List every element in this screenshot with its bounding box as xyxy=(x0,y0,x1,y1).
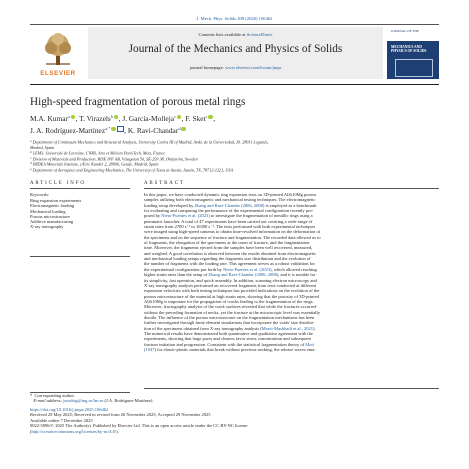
abstract-line xyxy=(144,347,439,352)
keyword-item[interactable]: Ring expansion experiments xyxy=(30,198,82,203)
abstract-text: posed by xyxy=(144,213,162,219)
keyword-item[interactable]: Additive manufacturing xyxy=(30,219,74,225)
header-rule xyxy=(30,24,439,25)
article-history: Received 29 May 2025; Received in revised form 26 November 2025; Accepted 29 November 2025 xyxy=(30,412,211,418)
article-title: High-speed fragmentation of porous metal rings xyxy=(30,96,246,108)
abstract-text: Moreover, fractography analysis of the crack surfaces revealed that while the fractures occurred xyxy=(144,304,317,310)
publication-info xyxy=(30,407,439,434)
orcid-icon[interactable] xyxy=(111,127,116,132)
abstract-text: further investigated through finite element simulations that incorporate the voids' size distribu- xyxy=(144,320,315,326)
abstract-text: the specimens and on the sequence of fracture and fragmentation. The recorded data allowed us to xyxy=(144,234,321,240)
abstract-text: ) for elastic-plastic materials that break without previous necking, the release waves ema- xyxy=(154,346,316,352)
keyword-item[interactable]: X-ray tomography xyxy=(30,224,64,230)
abstract-text: , which allowed reaching xyxy=(271,266,317,272)
orcid-icon[interactable] xyxy=(177,115,182,120)
affiliation-text: Division of Materials and Production, RISE IVF AB, Västgatan 50, SE-293 38, Olofström, Sweden xyxy=(32,156,198,162)
keyword-list xyxy=(30,198,140,230)
abstract-text: for evaluating and comparing the performance of the experimental configuration recently pro- xyxy=(144,208,314,214)
abstract-text: samples utilizing both electromagnetic and mechanical testing techniques. The electromagnetic xyxy=(144,197,316,203)
orcid-icon[interactable] xyxy=(71,115,76,120)
abstract-text: is employed as a benchmark xyxy=(264,202,317,208)
abstract-text: and weighed. A good correlation is observed between the results obtained from electromagnetic xyxy=(144,250,317,256)
orcid-icon[interactable] xyxy=(205,114,213,120)
keyword-item[interactable]: Electromagnetic loading xyxy=(30,203,75,209)
abstract-text: strain rates from 2700 s⁻¹ to 16300 s⁻¹. The tests performed with both experimental techniques xyxy=(144,224,316,230)
journal-cover-thumbnail[interactable] xyxy=(387,27,439,79)
corresponding-footnote xyxy=(30,393,330,404)
footnote-marker: * xyxy=(30,393,33,398)
abstract-text: expansion velocities with both testing techniques has provided indications on the evolution of the xyxy=(144,288,320,294)
author-name[interactable]: T. Virazels xyxy=(79,114,111,123)
abstract-text: AlSi10Mg is important for the propagation of cracks leading to the fragmentation of the rings. xyxy=(144,298,314,304)
available-online: Available online 7 December 2025 xyxy=(30,417,93,423)
abstract-text: the experimental configuration put forth by xyxy=(144,266,223,272)
license-line: (http://creativecommons.org/licenses/by-nc/4.0/). xyxy=(30,428,119,434)
journal-title-box xyxy=(88,27,383,79)
affiliation-label: c xyxy=(30,155,32,160)
author-name[interactable]: F. Sket xyxy=(185,114,206,123)
email-link[interactable]: jarodrig@ing.uc3m.es xyxy=(63,398,104,404)
author: T. Virazels$^b$ , xyxy=(79,114,123,123)
journal-masthead xyxy=(30,27,439,79)
article-info-heading: ARTICLE INFO xyxy=(30,181,86,186)
abstract-text: without the preceding formation of necks, yet the fracture at the microscopic level was essentially xyxy=(144,309,321,315)
email-icon[interactable] xyxy=(117,126,124,132)
abstract-text: The numerical results have demonstrated both quantitative and qualitative agreement with the xyxy=(144,330,313,336)
abstract-text: X-ray tomography analysis performed on recovered fragments from tests conducted at different xyxy=(144,282,316,288)
affiliation-text: LEM3, Université de Lorraine, CNRS, Arts et Métiers ParisTech, Metz, France xyxy=(32,150,166,156)
contents-prefix: Contents lists available at xyxy=(198,32,247,37)
citation-link[interactable]: Nieto-Fuentes et al. (2023) xyxy=(161,213,210,219)
email-suffix: (J.A. Rodríguez-Martínez). xyxy=(103,398,154,404)
author-name[interactable]: K. Ravi-Chandar xyxy=(127,126,179,135)
citation-link[interactable]: Nieto-Fuentes et al. (2023) xyxy=(222,266,272,272)
keywords-end-rule xyxy=(30,256,130,257)
affiliation-marker[interactable]: c xyxy=(205,114,208,119)
author: J. A. Rodríguez-Martínez$^{a,*}$ , xyxy=(30,126,128,135)
author xyxy=(128,126,186,135)
affiliation-text: IMDEA Materials Institute, c/Eric Kandel 2, 28906, Getafe, Madrid, Spain xyxy=(32,161,159,167)
affiliation-marker[interactable]: b xyxy=(110,114,114,119)
abstract-text: and mechanical loading setups regarding the fragments size distribution and the evolution of xyxy=(144,256,311,262)
email-line xyxy=(30,398,330,403)
abstract-text: , and it is notable for xyxy=(278,272,316,278)
affiliation-label: b xyxy=(30,149,32,154)
citation-link[interactable]: Zhang and Ravi-Chandar (2006, 2008) xyxy=(194,202,265,208)
affiliations xyxy=(30,139,430,173)
masthead-rule xyxy=(30,84,439,85)
elsevier-logo[interactable] xyxy=(30,27,86,79)
abstract-text: the number of fragments with the loading rate. This agreement serves as a robust validation for xyxy=(144,261,315,267)
abstract-text: tion of the specimens obtained from X-ray tomography analysis ( xyxy=(144,325,262,331)
abstract-text: ). xyxy=(312,325,316,331)
abstract-text: In this paper, we have conducted dynamic ring expansion tests on 3D-printed AlSi10Mg porous xyxy=(144,192,317,197)
affiliation-marker[interactable]: c xyxy=(174,114,177,119)
affiliation-label: a xyxy=(30,139,32,143)
cover-title-line: PHYSICS OF SOLIDS xyxy=(391,49,427,54)
abstract-text: higher strain rates than the setup of xyxy=(144,272,209,278)
abstract-text: pneumatic launcher. A total of 47 experiments have been carried out covering a wide range of xyxy=(144,218,313,224)
author: F. Sket$^c$ , xyxy=(185,114,216,123)
abstract-text: were imaged using high-speed cameras to obtain time-resolved information on the deformation of xyxy=(144,229,321,235)
affiliation-text: Madrid, Spain xyxy=(30,144,55,150)
affiliation-marker[interactable]: a xyxy=(67,114,71,119)
journal-title[interactable]: Journal of the Mechanics and Physics of Solids xyxy=(128,43,343,55)
abstract-text: experiments, showing that large pores and clusters favor stress concentration and subsequent xyxy=(144,336,311,342)
abstract-heading: ABSTRACT xyxy=(144,181,185,186)
homepage-prefix: journal homepage: xyxy=(189,65,226,70)
abstract-text: ductile. The influence of the porous microstructure on the fragmentation mechanisms has been xyxy=(144,314,315,320)
abstract-text: its simplicity, fast operation, and quick assembly. In addition, scanning electron microscopy and xyxy=(144,277,317,283)
keyword-item[interactable]: Mechanical loading xyxy=(30,208,66,214)
abstract-text: loading setup developed by xyxy=(144,202,195,208)
author-name[interactable]: J. García-Molleja xyxy=(122,114,175,123)
keywords-heading: Keywords: xyxy=(30,192,50,197)
affiliation-text: Department of Continuum Mechanics and Structural Analysis, University Carlos III of Madrid, Avda. de la Universidad, 30. 28911 Leganés, xyxy=(32,139,269,145)
abstract-end-rule xyxy=(144,388,439,389)
publisher-logo-text: ELSEVIER xyxy=(40,70,76,77)
author: J. García-Molleja$^c$ , xyxy=(122,114,186,123)
homepage-line xyxy=(88,65,383,70)
abstract-text: time. Moreover, the fragments ejected from the samples have been well recovered, measured, xyxy=(144,245,313,251)
affiliation-label: d xyxy=(30,161,32,166)
contents-line xyxy=(88,32,383,37)
doi-link[interactable]: https://doi.org/10.1016/j.jmps.2025.106462 xyxy=(30,407,109,412)
affiliation-marker[interactable]: a,* xyxy=(105,126,111,131)
corresponding-text: Corresponding author. xyxy=(34,393,75,398)
running-head[interactable]: J. Mech. Phys. Solids 208 (2026) 106462 xyxy=(196,16,273,21)
cover-title-line: MECHANICS AND xyxy=(391,45,422,49)
tree-icon xyxy=(40,31,76,67)
abstract-body xyxy=(144,192,439,352)
citation-link[interactable]: Zhang and Ravi-Chandar (2006, 2008) xyxy=(208,272,279,278)
affiliation-line xyxy=(30,167,430,173)
orcid-icon[interactable] xyxy=(181,127,186,132)
citation-link[interactable]: Mott xyxy=(305,341,314,347)
info-rule xyxy=(30,188,130,189)
cover-title xyxy=(391,45,435,54)
keyword-item[interactable]: Porous microstructure xyxy=(30,213,70,219)
citation-link[interactable]: 1947 xyxy=(145,346,155,352)
cover-figure xyxy=(395,59,433,77)
email-label: E-mail address: xyxy=(33,398,64,404)
affiliation-text: Department of Aerospace and Engineering Mechanics, The University of Texas at Austin, Austin, TX, 78712-1221, USA xyxy=(32,167,233,173)
author-name[interactable]: J. A. Rodríguez-Martínez xyxy=(30,126,106,135)
abstract-text: fracture initiation and progression. Consistent with the statistical fragmentation theory of xyxy=(144,341,306,347)
homepage-link[interactable]: www.elsevier.com/locate/jmps xyxy=(225,65,282,70)
license-suffix: ). xyxy=(116,428,119,434)
abstract-text: of fragments, the elongation of the specimens at the onset of fracture, and the fragmentation xyxy=(144,240,310,246)
author: M.A. Kumar$^a$ , xyxy=(30,114,80,123)
abstract-text: porous microstructure of the material at high strain rates, showing that the porosity of 3D-printed xyxy=(144,293,319,299)
sciencedirect-link[interactable]: ScienceDirect xyxy=(246,32,273,37)
copyright-line: 0022-5096/© 2025 The Author(s). Published by Elsevier Ltd. This is an open access article under the CC BY-NC license xyxy=(30,423,248,429)
abstract-text: ( xyxy=(144,346,146,352)
abstract-rule xyxy=(144,188,439,189)
affiliation-marker[interactable]: d xyxy=(178,126,181,131)
affiliation-label: e xyxy=(30,167,32,172)
abstract-text: to investigate the fragmentation of metallic rings using a xyxy=(209,213,313,219)
author-list xyxy=(30,112,430,136)
orcid-icon[interactable] xyxy=(114,115,119,120)
author-name[interactable]: M.A. Kumar xyxy=(30,114,68,123)
license-link[interactable]: http://creativecommons.org/licenses/by-nc/4.0/ xyxy=(31,428,117,434)
cover-small-title: JOURNAL OF THE xyxy=(391,29,419,33)
citation-link[interactable]: Marvi-Mashhadi et al., 2021 xyxy=(261,325,313,331)
